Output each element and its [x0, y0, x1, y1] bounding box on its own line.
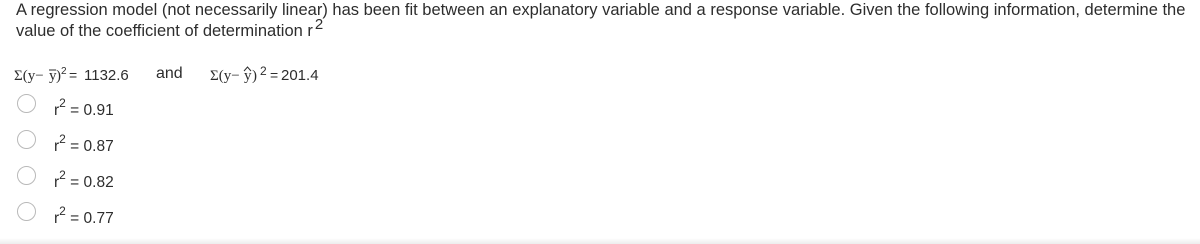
svg-text:): ) — [56, 68, 61, 84]
and-text: and — [156, 65, 183, 82]
question-text — [16, 0, 1186, 42]
svg-text:2: 2 — [61, 66, 67, 77]
option-label[interactable]: $r^2 = 0.77$ — [54, 204, 114, 228]
option-label[interactable]: $r^2 = 0.82$ — [54, 168, 114, 192]
svg-text:Σ(y−: Σ(y− — [210, 68, 240, 84]
radio-button[interactable] — [17, 202, 36, 221]
svg-text:2: 2 — [260, 64, 267, 78]
sigma-symbol: Σ(y− — [14, 68, 44, 84]
sst-value: 1132.6 — [84, 67, 129, 84]
option-label[interactable]: $r^2 = 0.91$ — [54, 96, 114, 120]
option-label[interactable]: $r^2 = 0.87$ — [54, 132, 114, 156]
question-body: A regression model (not necessarily linear) has been fit between an explanatory variable and a response variable. Given the following information, determine the value of the coefficient of determination r — [16, 1, 1186, 40]
svg-text:y: y — [244, 68, 252, 84]
radio-button[interactable] — [17, 94, 36, 113]
sst-formula — [14, 64, 144, 86]
sse-value: 201.4 — [281, 67, 319, 84]
svg-text:=: = — [69, 67, 78, 83]
svg-text:): ) — [252, 68, 257, 84]
bottom-divider — [0, 238, 1200, 244]
question-exponent: 2 — [314, 16, 324, 33]
sse-formula — [210, 64, 340, 86]
radio-button[interactable] — [17, 130, 36, 149]
svg-text:y: y — [49, 68, 57, 84]
svg-text:=: = — [270, 67, 279, 83]
radio-button[interactable] — [17, 166, 36, 185]
